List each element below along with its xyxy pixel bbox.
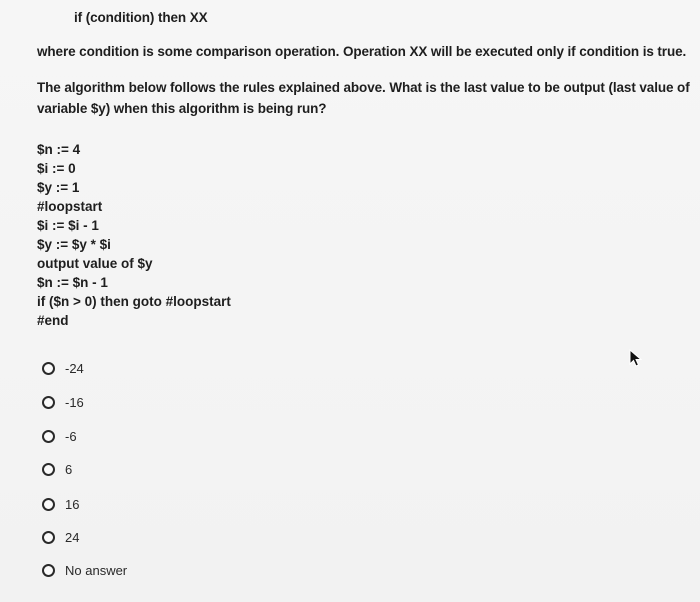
rule-statement: if (condition) then XX xyxy=(74,10,208,25)
answer-option-label[interactable]: -24 xyxy=(65,360,84,376)
algorithm-line: #end xyxy=(37,313,69,328)
algorithm-line: $n := 4 xyxy=(37,142,81,157)
radio-unchecked-icon[interactable] xyxy=(42,498,55,511)
answer-option-16[interactable] xyxy=(42,494,79,514)
answer-option-minus-6[interactable] xyxy=(42,426,77,446)
answer-option-label[interactable]: 16 xyxy=(65,496,80,512)
condition-explanation: where condition is some comparison operation. Operation XX will be executed only if condition is true. xyxy=(37,44,687,59)
radio-unchecked-icon[interactable] xyxy=(42,564,55,577)
answer-option-label[interactable]: -16 xyxy=(65,394,84,410)
answer-option-no-answer[interactable] xyxy=(42,560,127,580)
algorithm-line: $n := $n - 1 xyxy=(37,275,108,290)
algorithm-line: if ($n > 0) then goto #loopstart xyxy=(37,294,231,309)
algorithm-line: output value of $y xyxy=(37,256,153,271)
radio-unchecked-icon[interactable] xyxy=(42,463,55,476)
question-prompt-line1: The algorithm below follows the rules explained above. What is the last value to be output (last value of xyxy=(37,80,690,95)
algorithm-line: $i := $i - 1 xyxy=(37,218,99,233)
algorithm-line: $i := 0 xyxy=(37,161,76,176)
radio-unchecked-icon[interactable] xyxy=(42,396,55,409)
answer-option-label[interactable]: No answer xyxy=(65,562,128,578)
answer-option-6[interactable] xyxy=(42,459,72,479)
question-prompt-line2: variable $y) when this algorithm is being run? xyxy=(37,101,327,116)
algorithm-line: #loopstart xyxy=(37,199,103,214)
algorithm-line: $y := $y * $i xyxy=(37,237,111,252)
answer-option-label[interactable]: 6 xyxy=(65,461,73,477)
answer-option-label[interactable]: -6 xyxy=(65,428,77,444)
radio-unchecked-icon[interactable] xyxy=(42,362,55,375)
mouse-pointer-icon xyxy=(628,349,644,367)
answer-option-24[interactable] xyxy=(42,527,79,547)
answer-option-minus-16[interactable] xyxy=(42,392,84,412)
answer-option-label[interactable]: 24 xyxy=(65,529,80,545)
answer-option-minus-24[interactable] xyxy=(42,358,84,378)
radio-unchecked-icon[interactable] xyxy=(42,430,55,443)
algorithm-line: $y := 1 xyxy=(37,180,80,195)
radio-unchecked-icon[interactable] xyxy=(42,531,55,544)
